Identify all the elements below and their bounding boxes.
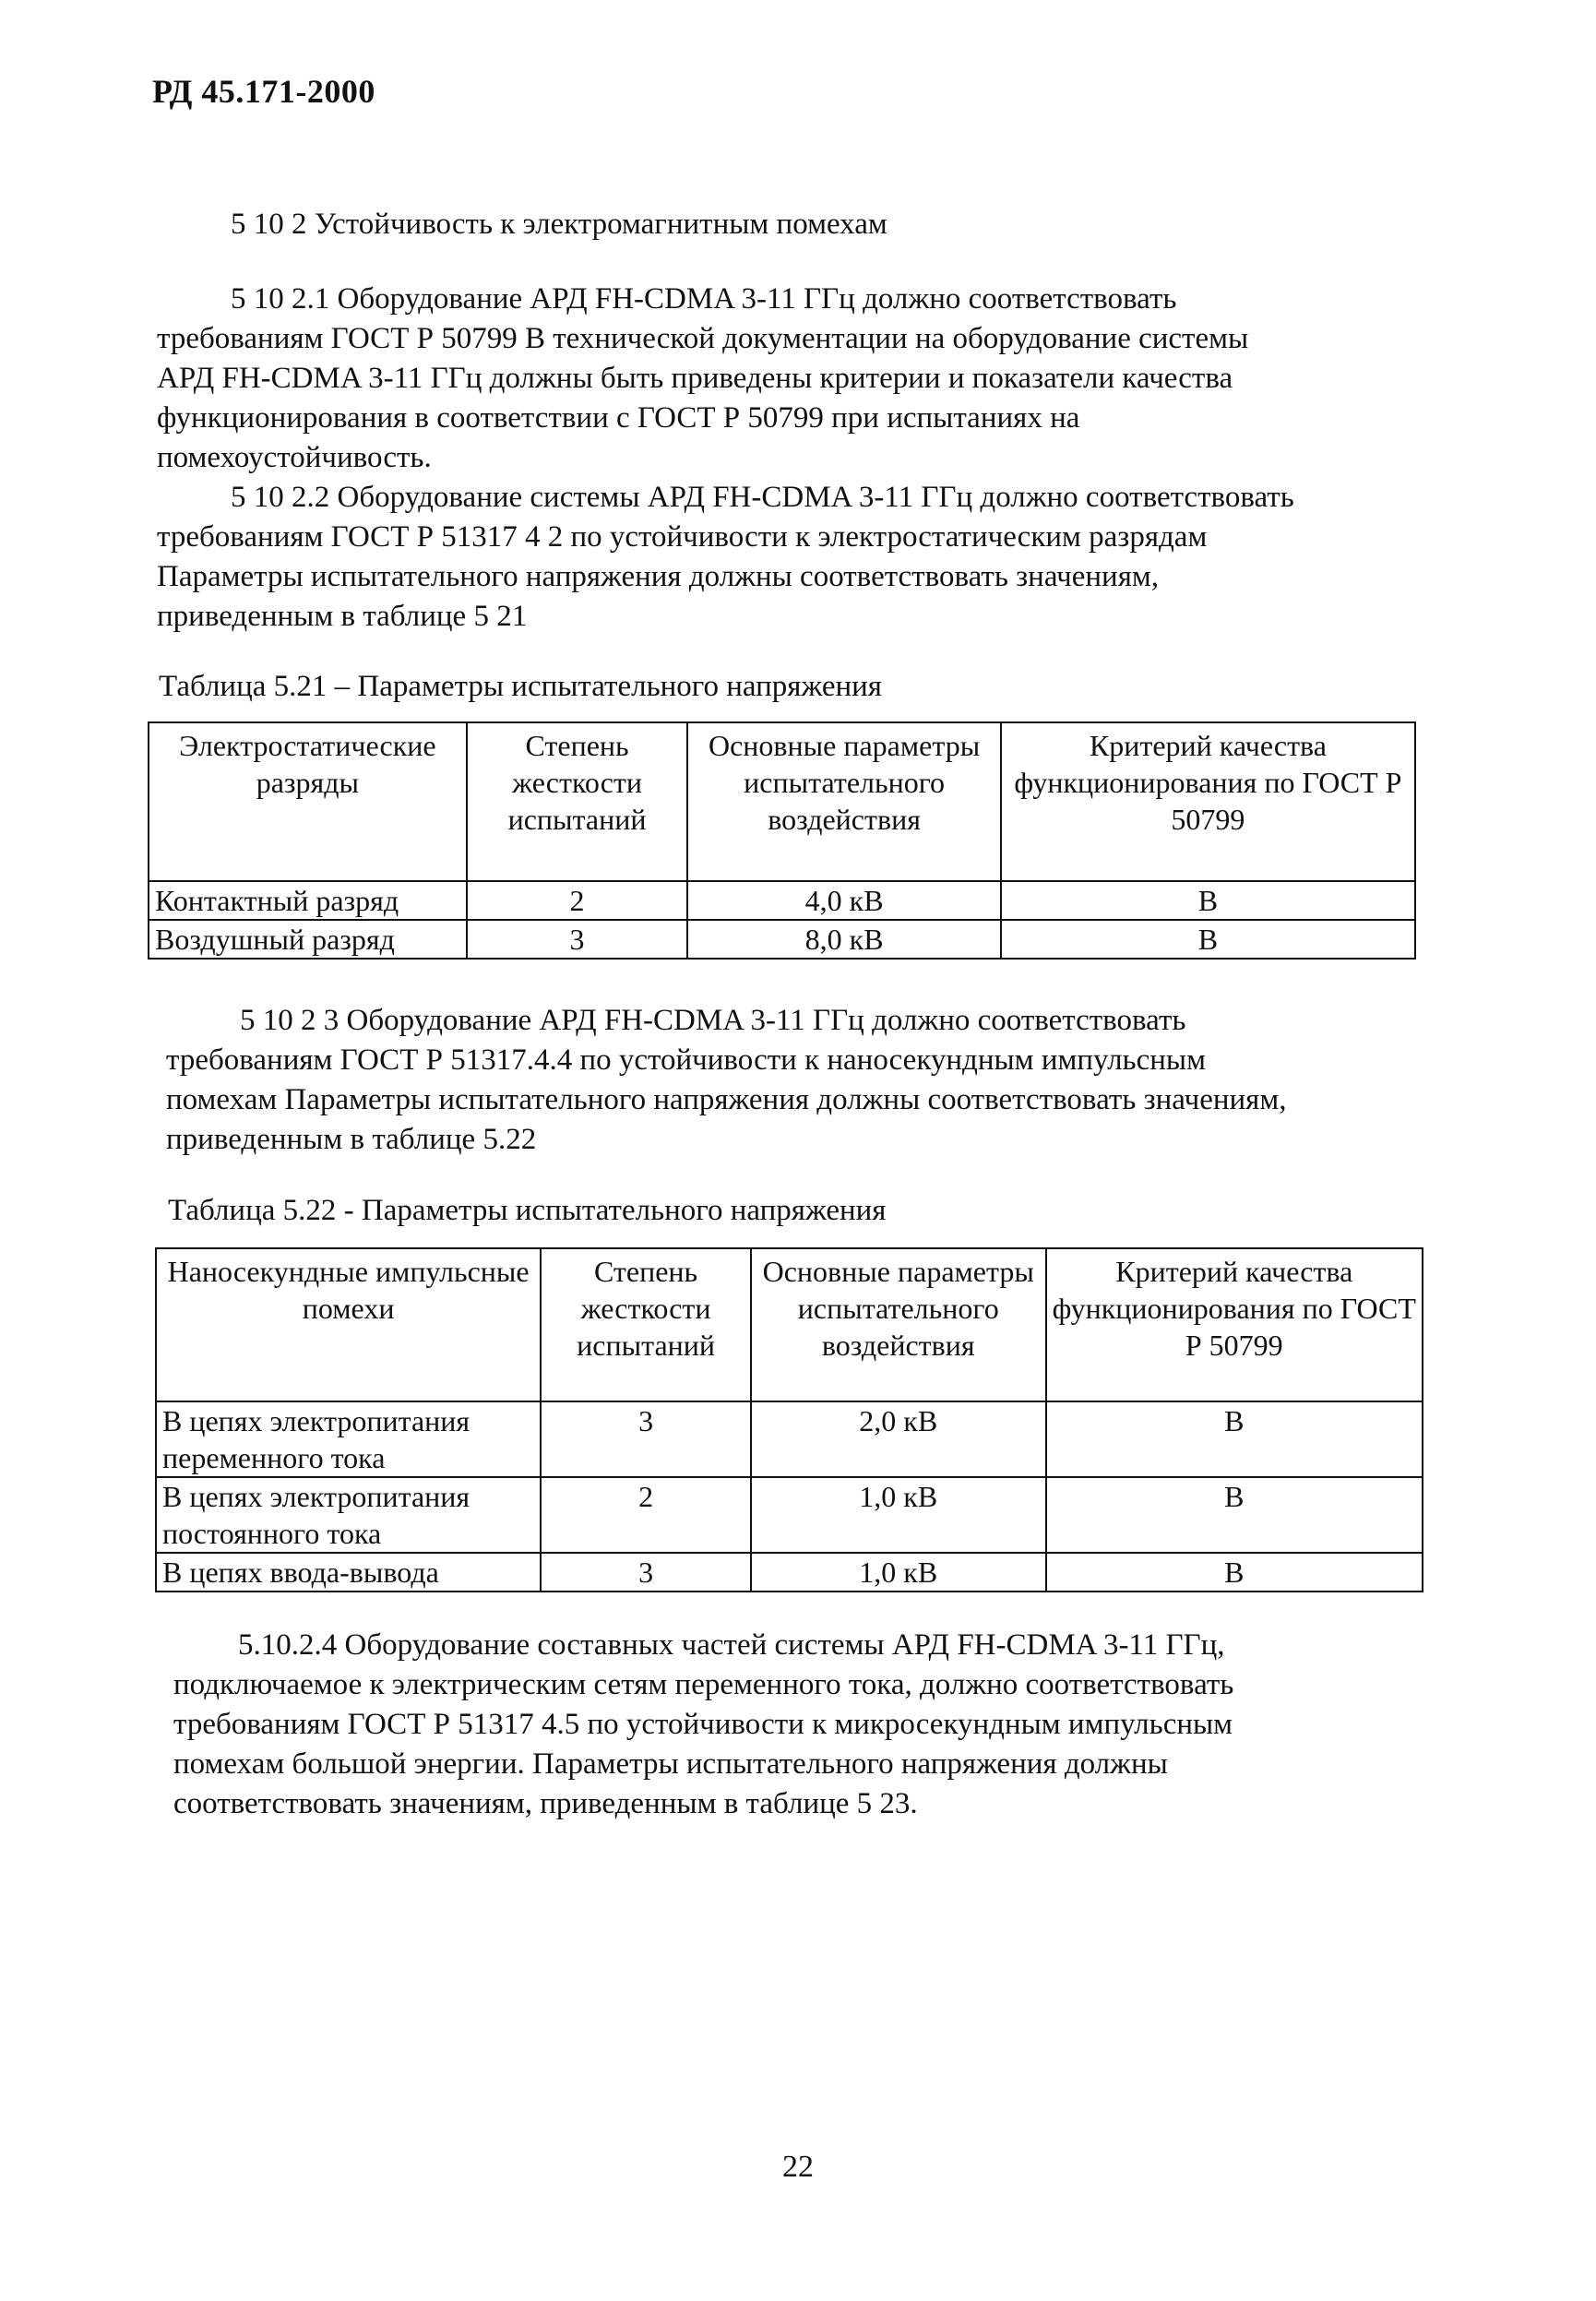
paragraph-line: Параметры испытательного напряжения должны соответствовать значениям,	[157, 560, 1160, 593]
table-header-cell: Наносекундные импульсные помехи	[156, 1248, 541, 1401]
table-cell: В цепях электропитания постоянного тока	[156, 1477, 541, 1553]
paragraph-line: 5.10.2.4 Оборудование составных частей системы АРД FH-CDMA 3-11 ГГц,	[238, 1628, 1225, 1662]
table-row	[156, 1553, 1423, 1592]
paragraph-5-10-2-2	[157, 478, 1411, 637]
table-header-row	[149, 722, 1415, 881]
paragraph-line: 5 10 2 3 Оборудование АРД FH-CDMA 3-11 ГГц должно соответствовать	[240, 1004, 1186, 1037]
section-title-text: 5 10 2 Устойчивость к электромагнитным помехам	[231, 208, 887, 241]
paragraph-line: требованиям ГОСТ Р 51317 4.5 по устойчивости к микросекундным импульсным	[173, 1708, 1233, 1741]
table-header-cell: Критерий качества функционирования по ГОСТ Р 50799	[1046, 1248, 1423, 1401]
paragraph-line: АРД FH-CDMA 3-11 ГГц должны быть приведены критерии и показатели качества	[157, 362, 1233, 395]
table-5-21-caption: Таблица 5.21 – Параметры испытательного напряжения	[159, 670, 882, 703]
paragraph-line: требованиям ГОСТ Р 51317 4 2 по устойчивости к электростатическим разрядам	[157, 520, 1208, 554]
table-cell: 2	[541, 1477, 751, 1553]
paragraph-line: функционирования в соответствии с ГОСТ Р 50799 при испытаниях на	[157, 401, 1080, 435]
document-code: РД 45.171-2000	[152, 73, 375, 110]
paragraph-line: требованиям ГОСТ Р 50799 В технической документации на оборудование системы	[157, 322, 1249, 355]
table-cell: В цепях электропитания переменного тока	[156, 1401, 541, 1477]
paragraph-5-10-2-3	[166, 1001, 1416, 1160]
table-cell: В	[1001, 920, 1415, 959]
paragraph-line: подключаемое к электрическим сетям переменного тока, должно соответствовать	[173, 1668, 1234, 1701]
section-title	[231, 205, 887, 244]
table-5-21	[148, 721, 1416, 960]
table-row	[156, 1477, 1423, 1553]
table-cell: 2	[467, 881, 688, 920]
table-cell: В	[1046, 1401, 1423, 1477]
table-header-cell: Степень жесткости испытаний	[541, 1248, 751, 1401]
paragraph-line: помехам большой энергии. Параметры испытательного напряжения должны	[173, 1747, 1168, 1781]
table-cell: В	[1046, 1553, 1423, 1592]
table-5-22-caption: Таблица 5.22 - Параметры испытательного напряжения	[168, 1194, 887, 1227]
table-cell: 8,0 кВ	[687, 920, 1000, 959]
table-cell: 1,0 кВ	[751, 1477, 1046, 1553]
table-row	[156, 1401, 1423, 1477]
table-header-row	[156, 1248, 1423, 1401]
table-header-cell: Электростатические разряды	[149, 722, 467, 881]
table-header-cell: Основные параметры испытательного воздействия	[687, 722, 1000, 881]
paragraph-line: 5 10 2.1 Оборудование АРД FH-CDMA 3-11 ГГц должно соответствовать	[231, 282, 1177, 316]
table-cell: 4,0 кВ	[687, 881, 1000, 920]
table-cell: 3	[467, 920, 688, 959]
paragraph-line: требованиям ГОСТ Р 51317.4.4 по устойчивости к наносекундным импульсным	[166, 1043, 1206, 1077]
table-cell: В цепях ввода-вывода	[156, 1553, 541, 1592]
paragraph-line: помехам Параметры испытательного напряжения должны соответствовать значениям,	[166, 1083, 1287, 1116]
table-cell: 1,0 кВ	[751, 1553, 1046, 1592]
paragraph-line: приведенным в таблице 5 21	[157, 600, 528, 633]
paragraph-line: 5 10 2.2 Оборудование системы АРД FH-CDMA 3-11 ГГц должно соответствовать	[231, 481, 1294, 514]
paragraph-line: соответствовать значениям, приведенным в таблице 5 23.	[173, 1787, 918, 1820]
table-cell: 3	[541, 1553, 751, 1592]
table-cell: Воздушный разряд	[149, 920, 467, 959]
table-cell: 2,0 кВ	[751, 1401, 1046, 1477]
table-cell: 3	[541, 1401, 751, 1477]
paragraph-5-10-2-4	[173, 1626, 1423, 1824]
table-row	[149, 881, 1415, 920]
paragraph-line: приведенным в таблице 5.22	[166, 1123, 537, 1156]
paragraph-line: помехоустойчивость.	[157, 441, 432, 474]
table-header-cell: Критерий качества функционирования по ГОСТ Р 50799	[1001, 722, 1415, 881]
table-cell: В	[1001, 881, 1415, 920]
page-number: 22	[782, 2150, 814, 2184]
table-cell: Контактный разряд	[149, 881, 467, 920]
paragraph-5-10-2-1	[157, 280, 1411, 478]
table-5-22	[155, 1247, 1423, 1592]
table-header-cell: Основные параметры испытательного воздействия	[751, 1248, 1046, 1401]
table-cell: В	[1046, 1477, 1423, 1553]
table-header-cell: Степень жесткости испытаний	[467, 722, 688, 881]
table-row	[149, 920, 1415, 959]
